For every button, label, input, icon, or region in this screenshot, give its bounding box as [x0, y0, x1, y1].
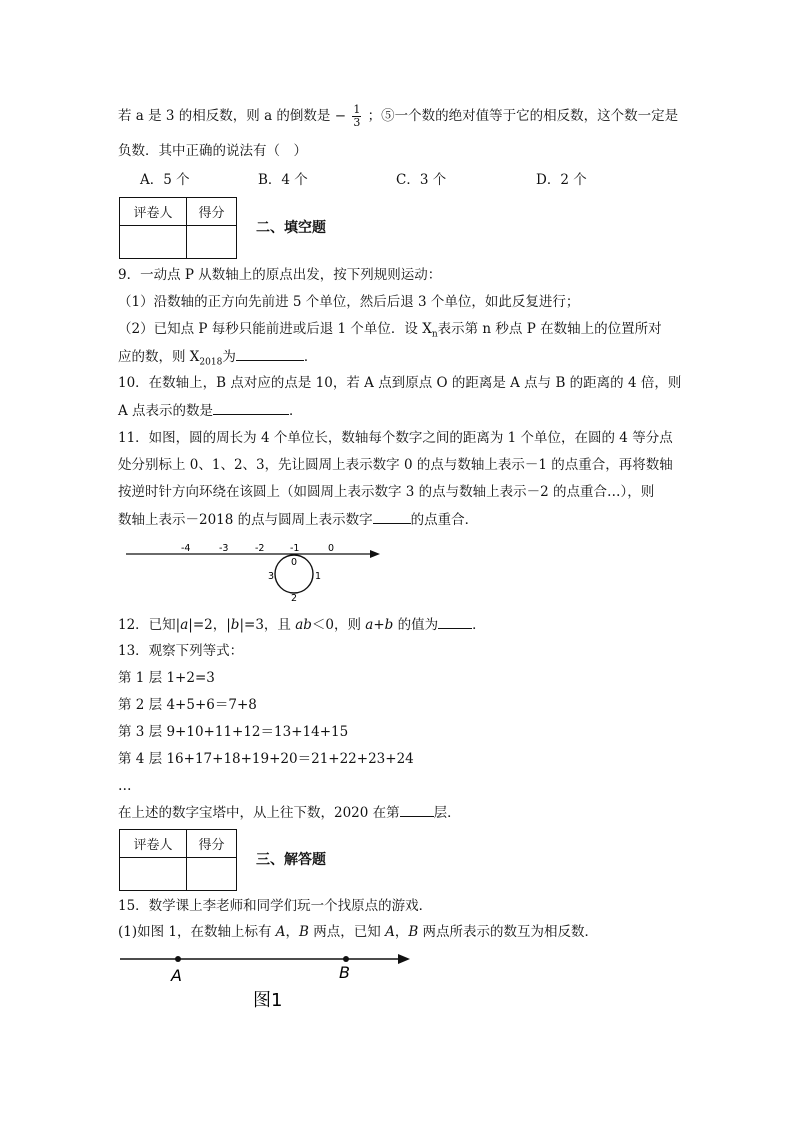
- answer-blank[interactable]: [400, 802, 434, 817]
- answer-blank[interactable]: [373, 509, 411, 524]
- q13-last-line: [118, 802, 461, 823]
- q8-frac-sign: −: [334, 108, 347, 124]
- section-title-answer: 三、解答题: [256, 852, 326, 868]
- q15-text: ，: [285, 924, 300, 940]
- q12-text: ＜0，则: [311, 617, 366, 633]
- q13-text: 层．: [433, 805, 461, 821]
- axis-arrow-icon: [398, 954, 410, 964]
- q11-text: 数轴上表示－2018 的点与圆周上表示数字: [118, 512, 373, 528]
- q12-line: [118, 614, 486, 635]
- q8-line1: [118, 104, 678, 129]
- q11-line3: 按逆时针方向环绕在该圆上（如圆周上表示数字 3 的点与数轴上表示－2 的点重合…），则: [118, 484, 655, 500]
- q12-text: 12．已知|: [118, 617, 181, 633]
- q12-text: ．: [472, 617, 486, 633]
- circle-label: 2: [291, 593, 298, 604]
- q10-line2: [118, 400, 303, 421]
- q10-text: ．: [289, 403, 303, 419]
- q13-row: 第 4 层 16+17+18+19+20＝21+22+23+24: [118, 751, 414, 767]
- figure-caption: 图1: [253, 990, 283, 1011]
- q12-var: ab: [295, 617, 312, 633]
- q9-text: 应的数，则 X: [118, 349, 200, 365]
- q12-var: b: [230, 617, 240, 633]
- answer-blank[interactable]: [213, 400, 289, 415]
- q15-line1: 15．数学课上李老师和同学们玩一个找原点的游戏．: [118, 898, 433, 914]
- q13-line1: 13．观察下列等式：: [118, 643, 244, 659]
- q9-subscript: n: [431, 329, 438, 340]
- q9-subscript: 2018: [199, 357, 223, 368]
- axis-tick-label: 0: [328, 543, 335, 554]
- answer-blank[interactable]: [438, 614, 472, 629]
- section-title-fill-blank: 二、填空题: [256, 220, 326, 236]
- q15-var: B: [299, 924, 309, 940]
- q8-text-a: 若 a 是 3 的相反数，则 a 的倒数是: [118, 108, 331, 124]
- q13-text: 在上述的数字宝塔中，从上往下数，2020 在第: [118, 805, 400, 821]
- q15-text: (1)如图 1，在数轴上标有: [118, 924, 276, 940]
- axis-tick-label: -1: [290, 543, 300, 554]
- q9-text: ．: [303, 349, 318, 365]
- q15-var: B: [408, 924, 419, 940]
- score-box-divider: [120, 857, 236, 858]
- q13-ellipsis: …: [118, 778, 132, 794]
- point-a-dot: [175, 956, 181, 962]
- circle-label: 0: [291, 557, 298, 568]
- q15-text: ，: [394, 924, 409, 940]
- score-box: [119, 829, 237, 891]
- q12-text: |=2，|: [188, 617, 231, 633]
- score-box-grader-label: 评卷人: [133, 206, 173, 221]
- q15-line2: [118, 922, 598, 942]
- fraction-denominator: 3: [353, 116, 361, 129]
- score-box: [119, 197, 237, 259]
- circle-label: 3: [268, 571, 275, 582]
- q8-text-b: ；⑤一个数的绝对值等于它的相反数，这个数一定是: [367, 108, 679, 124]
- score-box-score-label: 得分: [198, 206, 225, 221]
- q9-text: 为: [222, 349, 236, 365]
- number-line-circle-figure: [118, 538, 388, 606]
- q11-text: 的点重合．: [410, 512, 479, 528]
- q11-line4: [118, 509, 478, 530]
- q9-line3: [118, 319, 662, 345]
- score-box-divider: [120, 225, 236, 226]
- point-b-label: B: [339, 963, 350, 982]
- q9-text: 表示第 n 秒点 P 在数轴上的位置所对: [437, 321, 662, 337]
- q13-row: 第 3 层 9+10+11+12＝13+14+15: [118, 724, 349, 740]
- fraction-numerator: 1: [353, 103, 361, 116]
- q9-line1: 9．一动点 P 从数轴上的原点出发，按下列规则运动：: [118, 267, 442, 283]
- q12-var: a: [180, 617, 189, 633]
- option-b: B．4 个: [258, 172, 308, 188]
- q8-line2: 负数．其中正确的说法有（ ）: [118, 143, 307, 159]
- point-b-dot: [343, 956, 349, 962]
- q13-row: 第 1 层 1+2=3: [118, 670, 215, 686]
- axis-tick-label: -2: [255, 543, 265, 554]
- q15-text: 两点所表示的数互为相反数．: [418, 924, 599, 940]
- axis-arrow-icon: [370, 550, 380, 558]
- axis-tick-label: -3: [219, 543, 229, 554]
- score-box-score-label: 得分: [198, 838, 225, 853]
- q9-line4: [118, 346, 317, 373]
- q12-var: a+b: [365, 617, 394, 633]
- answer-blank[interactable]: [236, 346, 304, 361]
- axis-tick-label: -4: [181, 543, 191, 554]
- q12-text: 的值为: [393, 617, 439, 633]
- q15-var: A: [385, 924, 395, 940]
- q9-line2: （1）沿数轴的正方向先前进 5 个单位，然后后退 3 个单位，如此反复进行；: [118, 294, 580, 310]
- q9-text: （2）已知点 P 每秒只能前进或后退 1 个单位．设 X: [118, 321, 432, 337]
- point-a-label: A: [171, 966, 182, 985]
- q11-line1: 11．如图，圆的周长为 4 个单位长，数轴每个数字之间的距离为 1 个单位，在圆的 4 等分点: [118, 430, 673, 446]
- figure-1-number-line: [118, 946, 418, 1012]
- score-box-grader-label: 评卷人: [133, 838, 173, 853]
- circle-label: 1: [315, 571, 322, 582]
- q11-line2: 处分别标上 0、1、2、3，先让圆周上表示数字 0 的点与数轴上表示－1 的点重合，再将数轴: [118, 457, 673, 473]
- option-a: A．5 个: [140, 172, 190, 188]
- q10-line1: 10．在数轴上，B 点对应的点是 10，若 A 点到原点 O 的距离是 A 点与 B 的距离的 4 倍，则: [118, 375, 682, 391]
- option-c: C．3 个: [396, 172, 447, 188]
- option-d: D．2 个: [536, 172, 587, 188]
- q10-text: A 点表示的数是: [118, 403, 214, 419]
- fraction-one-third: [352, 104, 361, 129]
- q15-var: A: [275, 924, 286, 940]
- q15-text: 两点，已知: [308, 924, 386, 940]
- q13-row: 第 2 层 4+5+6＝7+8: [118, 697, 257, 713]
- q12-text: |=3，且: [239, 617, 296, 633]
